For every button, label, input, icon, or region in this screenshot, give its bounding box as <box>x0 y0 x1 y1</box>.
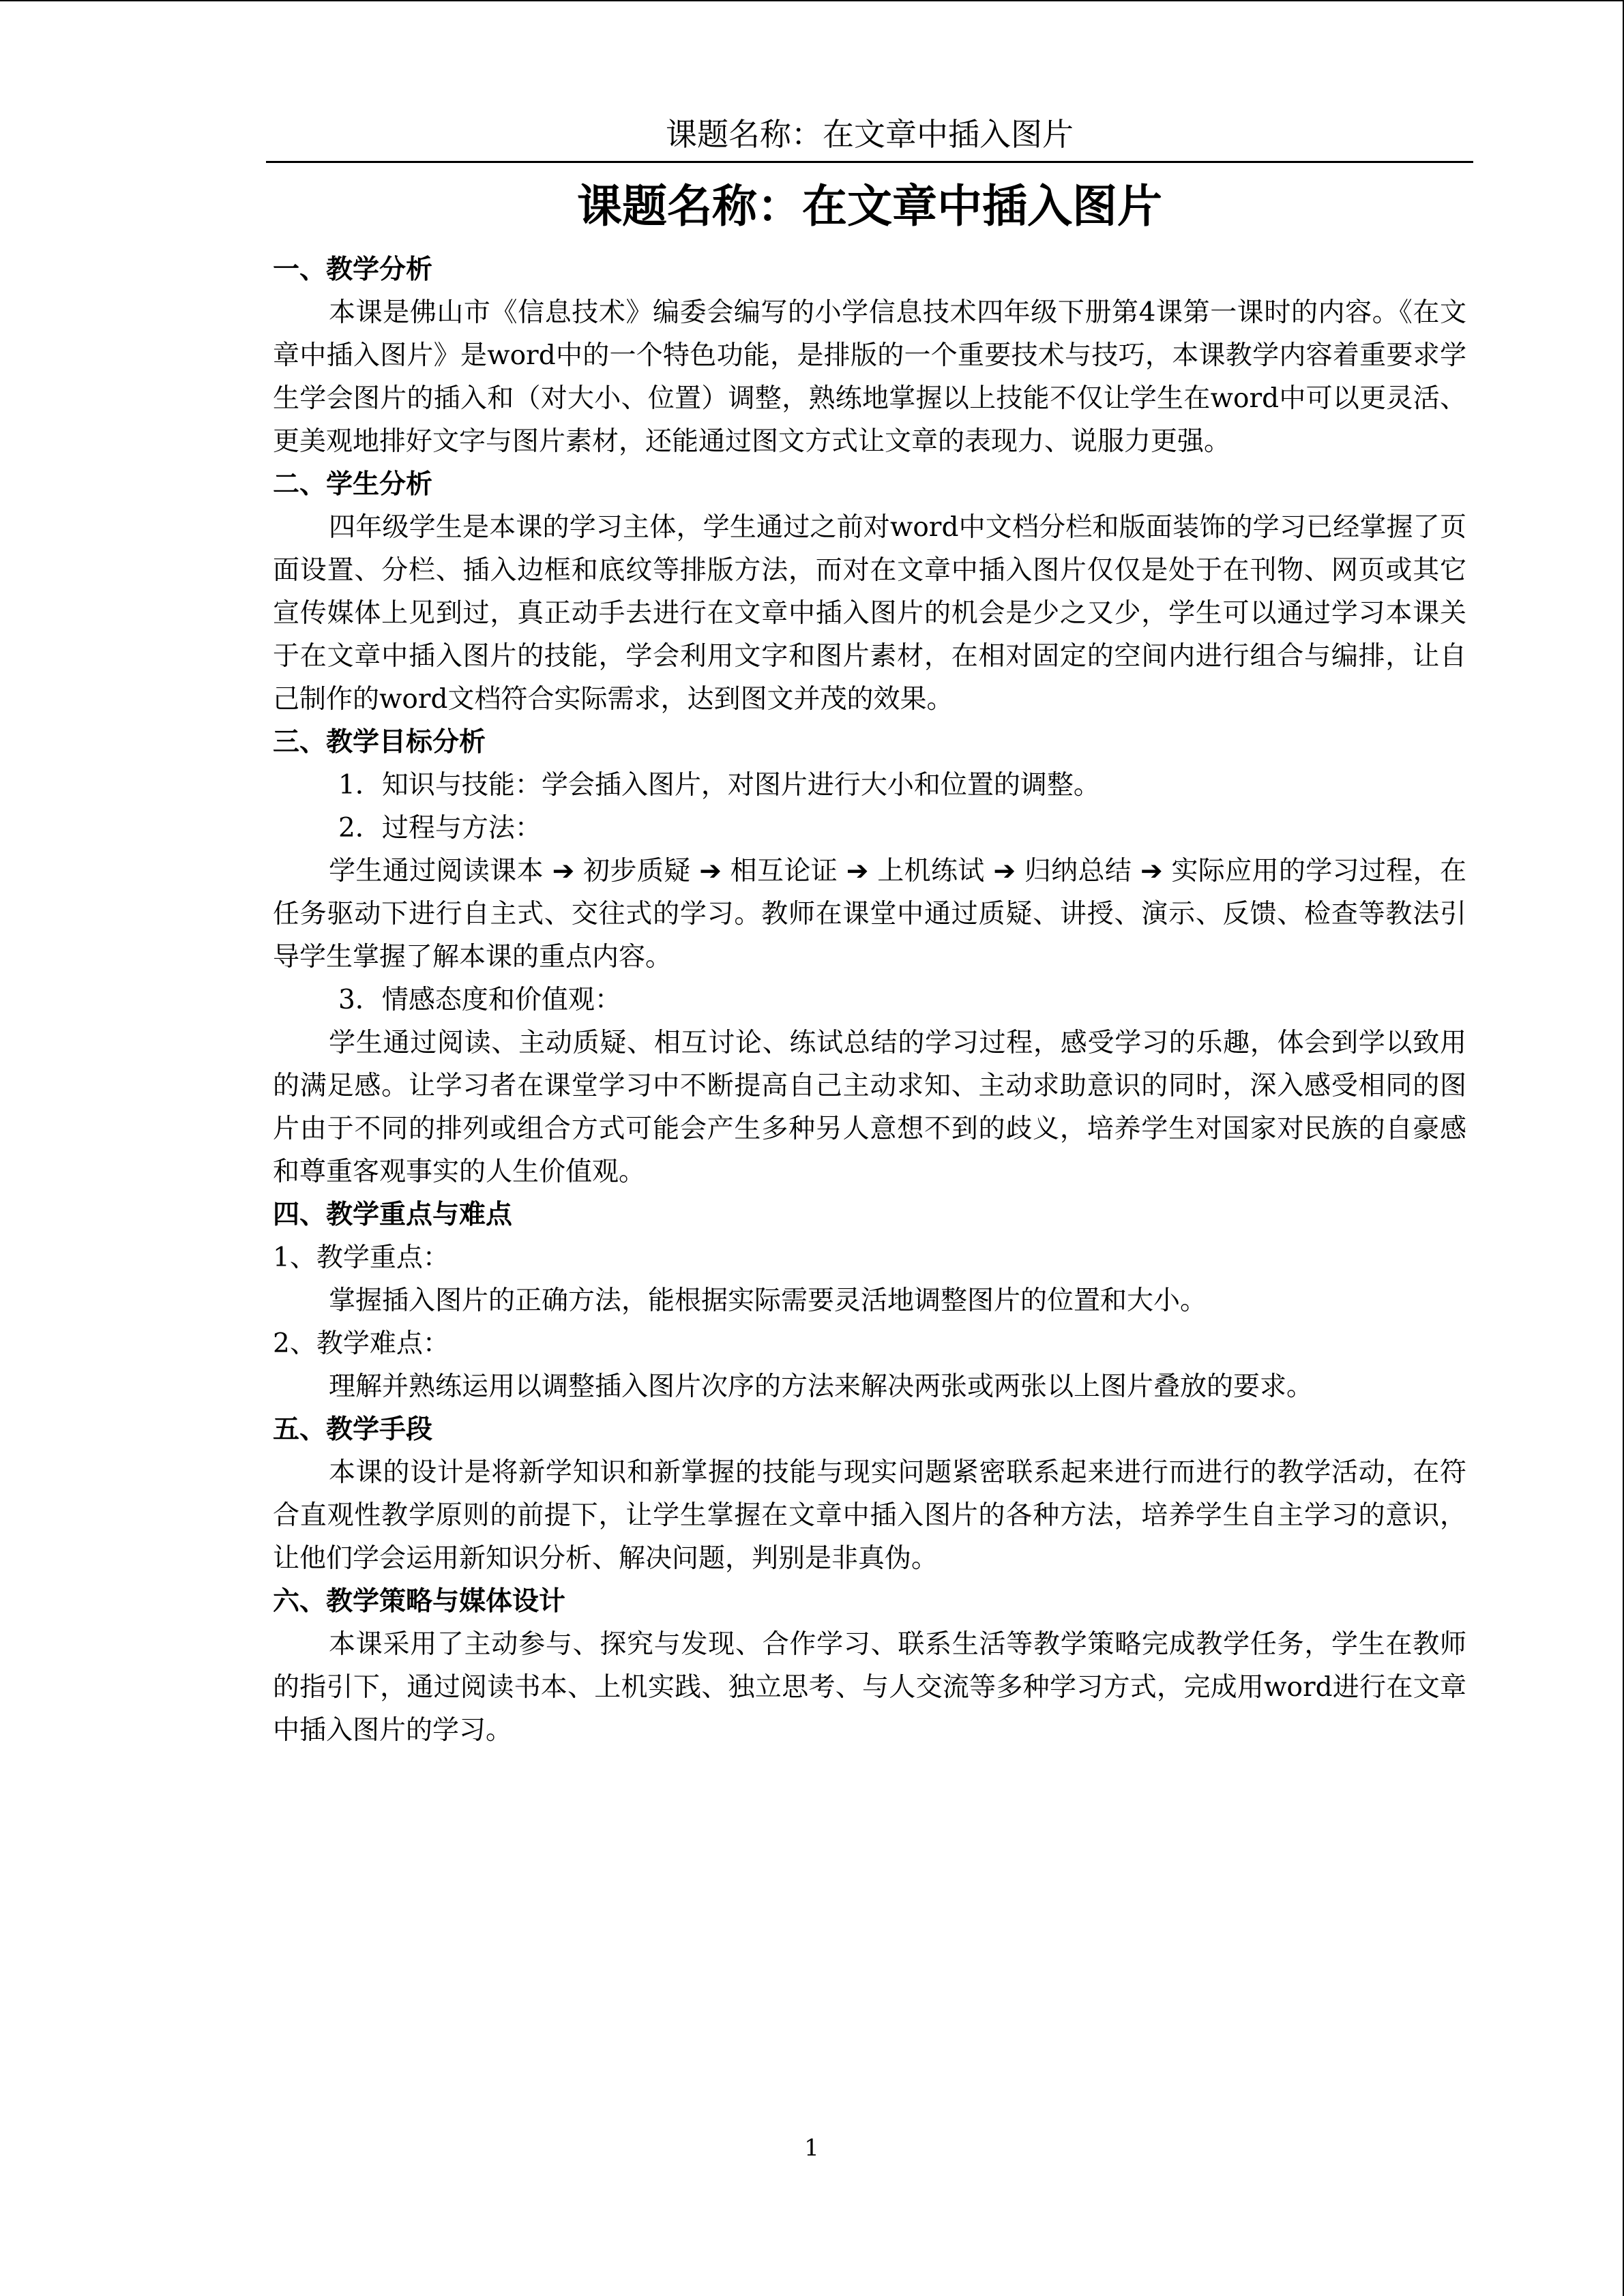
section-heading-objectives: 三、教学目标分析 <box>273 727 486 758</box>
section-heading-teaching-means: 五、教学手段 <box>273 1414 433 1445</box>
page-header: 课题名称：在文章中插入图片 <box>266 110 1473 163</box>
section-heading-strategy: 六、教学策略与媒体设计 <box>273 1586 566 1617</box>
document-title: 课题名称：在文章中插入图片 <box>577 180 1162 233</box>
sub-heading: 1、教学重点： <box>273 1242 449 1273</box>
paragraph: 本课采用了主动参与、探究与发现、合作学习、联系生活等教学策略完成教学任务，学生在教师的指引下，通过阅读书本、上机实践、独立思考、与人交流等多种学习方式，完成用word进行在文章中插入图片的学习。 <box>273 1629 1466 1746</box>
paragraph: 理解并熟练运用以调整插入图片次序的方法来解决两张或两张以上图片叠放的要求。 <box>329 1371 1314 1402</box>
paragraph: 掌握插入图片的正确方法，能根据实际需要灵活地调整图片的位置和大小。 <box>329 1285 1207 1316</box>
sub-heading: 2、教学难点： <box>273 1328 449 1359</box>
section-heading-student-analysis: 二、学生分析 <box>273 469 433 500</box>
section-heading-teaching-analysis: 一、教学分析 <box>273 254 433 285</box>
page-number: 1 <box>804 2134 819 2162</box>
list-item: 3．情感态度和价值观： <box>338 985 621 1015</box>
paragraph: 学生通过阅读课本 ➔ 初步质疑 ➔ 相互论证 ➔ 上机练试 ➔ 归纳总结 ➔ 实际应用的学习过程，在任务驱动下进行自主式、交往式的学习。教师在课堂中通过质疑、讲授、演示、反馈、检查等教法引导学生掌握了解本课的重点内容。 <box>273 856 1466 972</box>
section-heading-key-points: 四、教学重点与难点 <box>273 1199 513 1230</box>
document-body <box>273 248 1466 1752</box>
list-item: 2．过程与方法： <box>338 813 542 844</box>
list-item: 1．知识与技能：学会插入图片，对图片进行大小和位置的调整。 <box>338 770 1100 801</box>
paragraph: 四年级学生是本课的学习主体，学生通过之前对word中文档分栏和版面装饰的学习已经掌握了页面设置、分栏、插入边框和底纹等排版方法，而对在文章中插入图片仅仅是处于在刊物、网页或其它宣传媒体上见到过，真正动手去进行在文章中插入图片的机会是少之又少，学生可以通过学习本课关于在文章中插入图片的技能，学会利用文字和图片素材，在相对固定的空间内进行组合与编排，让自己制作的word文档符合实际需求，达到图文并茂的效果。 <box>273 512 1466 715</box>
paragraph: 本课是佛山市《信息技术》编委会编写的小学信息技术四年级下册第4课第一课时的内容。《在文章中插入图片》是word中的一个特色功能，是排版的一个重要技术与技巧，本课教学内容着重要求学生学会图片的插入和（对大小、位置）调整，熟练地掌握以上技能不仅让学生在word中可以更灵活、更美观地排好文字与图片素材，还能通过图文方式让文章的表现力、说服力更强。 <box>273 297 1466 457</box>
paragraph: 本课的设计是将新学知识和新掌握的技能与现实问题紧密联系起来进行而进行的教学活动，在符合直观性教学原则的前提下，让学生掌握在文章中插入图片的各种方法，培养学生自主学习的意识，让他们学会运用新知识分析、解决问题，判别是非真伪。 <box>273 1457 1466 1574</box>
paragraph: 学生通过阅读、主动质疑、相互讨论、练试总结的学习过程，感受学习的乐趣，体会到学以致用的满足感。让学习者在课堂学习中不断提高自己主动求知、主动求助意识的同时，深入感受相同的图片由于不同的排列或组合方式可能会产生多种另人意想不到的歧义，培养学生对国家对民族的自豪感和尊重客观事实的人生价值观。 <box>273 1028 1466 1187</box>
